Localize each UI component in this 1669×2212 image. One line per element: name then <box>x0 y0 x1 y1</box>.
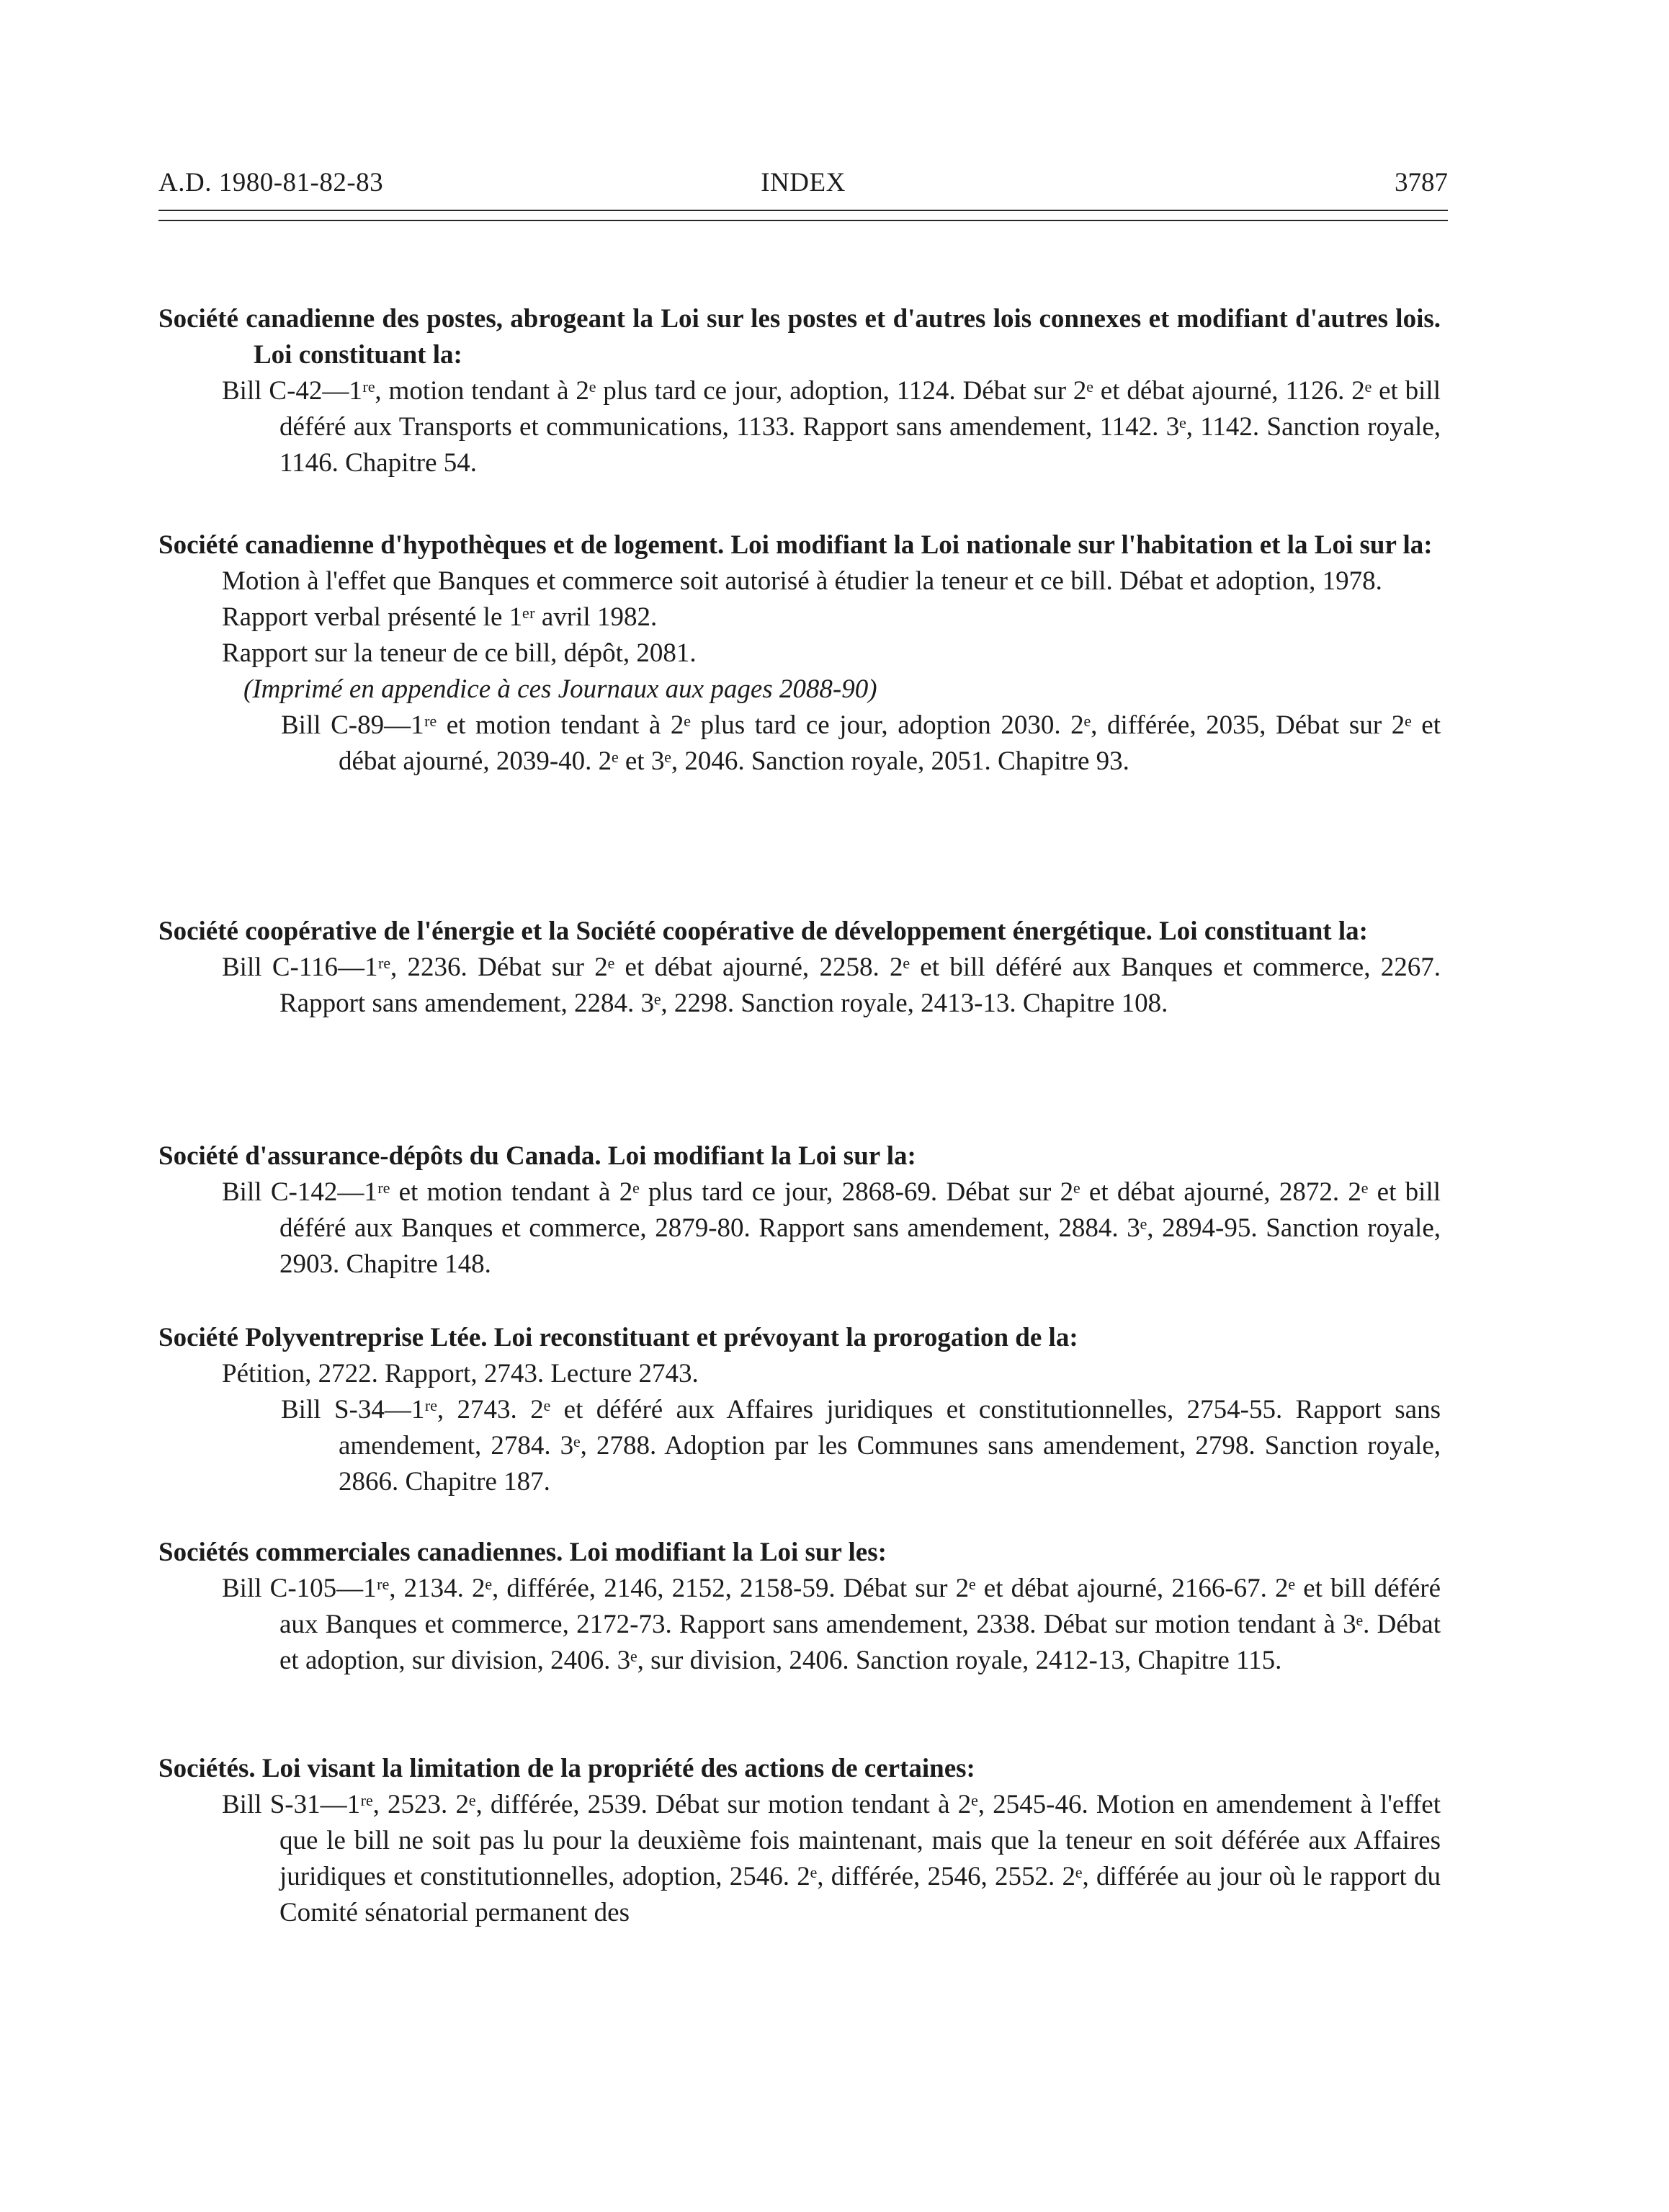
entry-heading: Société canadienne d'hypothèques et de logement. Loi modifiant la Loi nationale sur l'habitation et la Loi sur la: <box>158 530 1433 560</box>
header-title: INDEX <box>761 168 846 197</box>
index-entry <box>158 1751 1441 1931</box>
header-rule-bottom <box>158 220 1448 221</box>
page-number: 3787 <box>1395 168 1448 197</box>
entry-line: Rapport sur la teneur de ce bill, dépôt, 2081. <box>222 638 697 668</box>
index-entry <box>158 1535 1441 1679</box>
index-entry <box>158 1320 1441 1500</box>
index-entry <box>158 527 1441 780</box>
header-years: A.D. 1980-81-82-83 <box>158 168 384 197</box>
index-entry <box>158 301 1441 481</box>
index-entry <box>158 914 1441 1022</box>
entry-line: Bill C-116—1ʳᵉ, 2236. Débat sur 2ᵉ et débat ajourné, 2258. 2ᵉ et bill déféré aux Banques et commerce, 2267. Rapport sans amendement, 2284. 3ᵉ, 2298. Sanction royale, 2413-13. Chapitre 108. <box>222 953 1441 1018</box>
entry-heading: Société Polyventreprise Ltée. Loi reconstituant et prévoyant la prorogation de la: <box>158 1323 1078 1352</box>
entry-heading: Société d'assurance-dépôts du Canada. Loi modifiant la Loi sur la: <box>158 1141 916 1171</box>
entry-subline: Bill C-89—1ʳᵉ et motion tendant à 2ᵉ plus tard ce jour, adoption 2030. 2ᵉ, différée, 2035, Débat sur 2ᵉ et débat ajourné, 2039-40. 2ᵉ et 3ᵉ, 2046. Sanction royale, 2051. Chapitre 93. <box>281 710 1441 776</box>
entry-line: Pétition, 2722. Rapport, 2743. Lecture 2743. <box>222 1359 699 1388</box>
entry-line: Bill C-42—1ʳᵉ, motion tendant à 2ᵉ plus tard ce jour, adoption, 1124. Débat sur 2ᵉ et débat ajourné, 1126. 2ᵉ et bill déféré aux Transports et communications, 1133. Rapport sans amendement, 1142. 3ᵉ, 1142. Sanction royale, 1146. Chapitre 54. <box>222 376 1441 478</box>
entry-line: Bill S-31—1ʳᵉ, 2523. 2ᵉ, différée, 2539. Débat sur motion tendant à 2ᵉ, 2545-46. Motion en amendement à l'effet que le bill ne soit pas lu pour la deuxième fois maintenant, mais que la teneur en soit déférée aux Affaires juridiques et constitutionnelles, adoption, 2546. 2ᵉ, différée, 2546, 2552. 2ᵉ, différée au jour où le rapport du Comité sénatorial permanent des <box>222 1790 1441 1927</box>
entry-heading: Sociétés commerciales canadiennes. Loi modifiant la Loi sur les: <box>158 1538 887 1567</box>
entry-subline: Bill S-34—1ʳᵉ, 2743. 2ᵉ et déféré aux Affaires juridiques et constitutionnelles, 2754-55. Rapport sans amendement, 2784. 3ᵉ, 2788. Adoption par les Communes sans amendement, 2798. Sanction royale, 2866. Chapitre 187. <box>281 1395 1441 1497</box>
entry-line: Bill C-105—1ʳᵉ, 2134. 2ᵉ, différée, 2146, 2152, 2158-59. Débat sur 2ᵉ et débat ajourné, 2166-67. 2ᵉ et bill déféré aux Banques et commerce, 2172-73. Rapport sans amendement, 2338. Débat sur motion tendant à 3ᵉ. Débat et adoption, sur division, 2406. 3ᵉ, sur division, 2406. Sanction royale, 2412-13, Chapitre 115. <box>222 1574 1441 1675</box>
index-entry <box>158 1138 1441 1283</box>
entry-note: (Imprimé en appendice à ces Journaux aux pages 2088-90) <box>243 674 877 704</box>
running-header <box>158 167 1448 210</box>
entry-line: Rapport verbal présenté le 1ᵉʳ avril 1982. <box>222 602 658 632</box>
entry-heading: Société canadienne des postes, abrogeant la Loi sur les postes et d'autres lois connexes et modifiant d'autres lois. Loi constituant la: <box>158 304 1441 370</box>
header-rule-top <box>158 210 1448 211</box>
entry-heading: Société coopérative de l'énergie et la Société coopérative de développement énergétique. Loi constituant la: <box>158 917 1368 946</box>
entry-line: Motion à l'effet que Banques et commerce soit autorisé à étudier la teneur et ce bill. Débat et adoption, 1978. <box>222 566 1382 596</box>
entry-heading: Sociétés. Loi visant la limitation de la propriété des actions de certaines: <box>158 1754 975 1783</box>
entry-line: Bill C-142—1ʳᵉ et motion tendant à 2ᵉ plus tard ce jour, 2868-69. Débat sur 2ᵉ et débat ajourné, 2872. 2ᵉ et bill déféré aux Banques et commerce, 2879-80. Rapport sans amendement, 2884. 3ᵉ, 2894-95. Sanction royale, 2903. Chapitre 148. <box>222 1177 1441 1279</box>
